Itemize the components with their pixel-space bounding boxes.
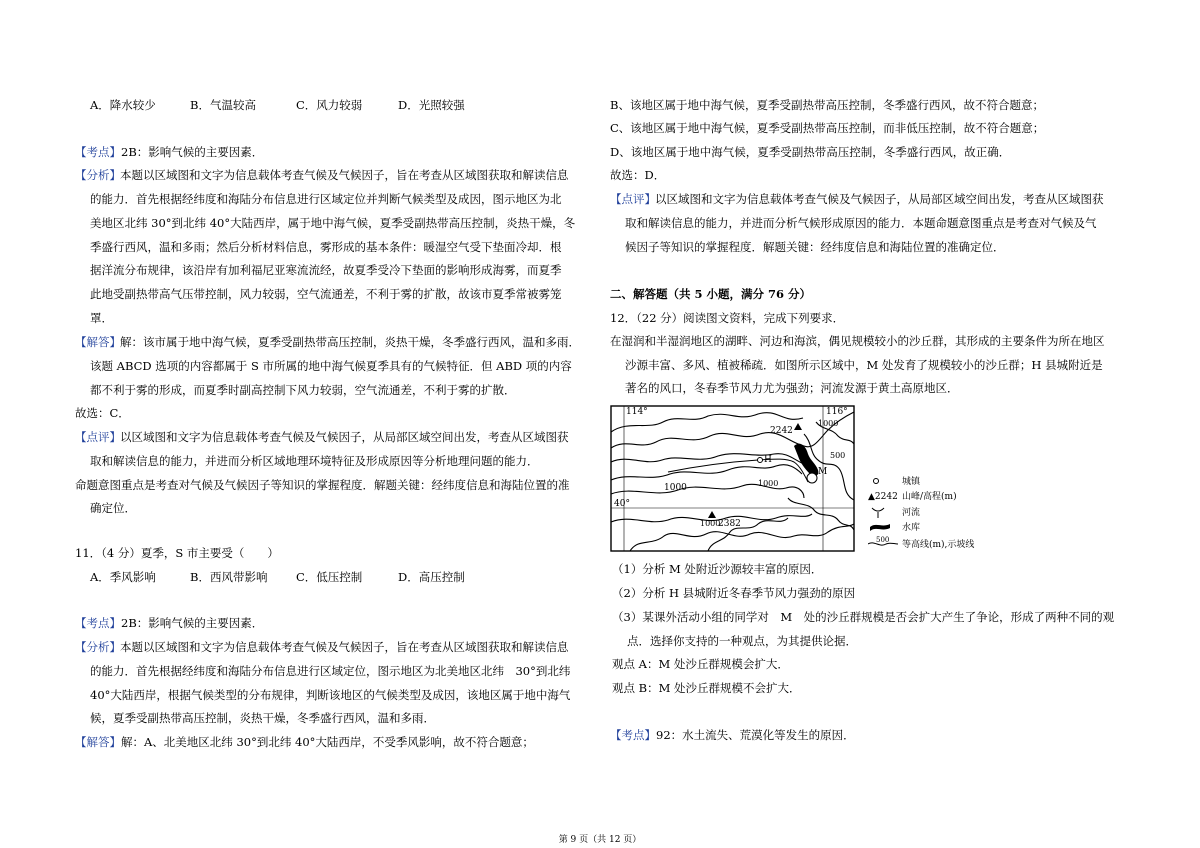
dune-m-icon — [807, 473, 817, 483]
q10-extra-line: 确定位． — [90, 501, 136, 515]
jieda-line: B、该地区属于地中海气候，夏季受副热带高压控制，冬季盛行西风，故不符合题意； — [610, 98, 1044, 112]
tag-kaodian: 【考点】 — [75, 616, 121, 630]
kaodian-text: 92：水土流失、荒漠化等发生的原因． — [656, 728, 855, 742]
q12-stem: 12．（22 分）阅读图文资料，完成下列要求． — [610, 311, 845, 325]
fenxi-line: 的能力．首先根据经纬度和海陆分布信息进行区域定位，图示地区为北美地区北纬 30°到北纬 — [90, 664, 571, 678]
fenxi-line: 候，夏季受副热带高压控制，炎热干燥，冬季盛行西风，温和多雨． — [90, 711, 435, 725]
option-d: D．光照较强 — [398, 98, 465, 112]
kaodian-text: 2B：影响气候的主要因素． — [121, 616, 264, 630]
dianping-line: 取和解读信息的能力，并进而分析气候形成原因的能力．本题命题意图重点是考查对气候及气 — [625, 216, 1097, 230]
town-legend-icon — [874, 479, 879, 484]
jieda-line: 该题 ABCD 选项的内容都属于 S 市所属的地中海气候夏季具有的气候特征．但 ABD 项的内容 — [90, 359, 572, 373]
question-line: （2）分析 H 县城附近冬春季节风力强劲的原因 — [612, 586, 856, 600]
river-legend-icon — [872, 508, 884, 518]
q11-jieda — [75, 735, 534, 750]
material-line: 在湿润和半湿润地区的湖畔、河边和海滨，偶见规模较小的沙丘群，其形成的主要条件为所在地区 — [610, 334, 1105, 348]
tag-fenxi: 【分析】 — [75, 168, 121, 182]
fenxi-line: 季盛行西风，温和多雨；然后分析材料信息，雾形成的基本条件：暖湿空气受下垫面冷却．根 — [90, 240, 562, 254]
fenxi-line: 40°大陆西岸，根据气候类型的分布规律，判断该地区的气候类型及成因，该地区属于地中海气 — [90, 688, 571, 702]
q10-kaodian — [75, 145, 263, 160]
contour-label: 500 — [830, 451, 846, 460]
q11-stem: 11．（4 分）夏季，S 市主要受（ ） — [75, 546, 279, 560]
contour-label: 1000 — [700, 519, 721, 528]
region-map — [608, 402, 908, 552]
tag-jieda: 【解答】 — [75, 735, 121, 749]
legend-river: 河流 — [902, 508, 921, 518]
option-c: C．风力较弱 — [296, 98, 363, 112]
jieda-line: 都不利于雾的形成，而夏季时副高控制下风力较弱，空气流通差，不利于雾的扩散． — [90, 383, 516, 397]
legend-reservoir: 水库 — [902, 523, 921, 533]
lon-label-right: 116° — [826, 407, 848, 417]
q10-answer: 故选：C． — [75, 406, 130, 420]
q11-kaodian — [75, 616, 263, 631]
peak-label: 2242 — [770, 426, 793, 436]
dianping-line: 取和解读信息的能力，并进而分析区域地理环境特征及形成原因等分析地理问题的能力． — [90, 454, 539, 468]
section-title: 二、解答题（共 5 小题，满分 76 分） — [610, 287, 812, 301]
tag-kaodian: 【考点】 — [610, 728, 656, 742]
option-c: C．低压控制 — [296, 570, 363, 584]
legend-contour-sample: 500 — [876, 536, 890, 544]
reservoir-legend-icon — [870, 524, 890, 531]
lon-label-left: 114° — [626, 407, 648, 417]
dune-label: M — [818, 467, 828, 477]
viewpoint-a: 观点 A：M 处沙丘群规模会扩大． — [612, 657, 789, 671]
option-a: A．降水较少 — [90, 98, 156, 112]
tag-dianping: 【点评】 — [75, 430, 121, 444]
jieda-line: C、该地区属于地中海气候，夏季受副热带高压控制，而非低压控制，故不符合题意； — [610, 121, 1045, 135]
fenxi-line: 罩． — [90, 311, 113, 325]
lat-label: 40° — [614, 499, 630, 509]
jieda-line: 解：该市属于地中海气候，夏季受副热带高压控制，炎热干燥，冬季盛行西风，温和多雨． — [120, 335, 580, 349]
legend-peak-sample: ▲2242 — [868, 492, 898, 502]
question-line: 点．选择你支持的一种观点，为其提供论据． — [627, 634, 857, 648]
kaodian-text: 2B：影响气候的主要因素． — [121, 145, 264, 159]
dianping-line: 以区域图和文字为信息载体考查气候及气候因子，从局部区域空间出发，考查从区域图获 — [120, 430, 569, 444]
contour-label: 1000 — [758, 479, 779, 488]
contour-label: 1000 — [818, 419, 839, 428]
town-h-icon — [758, 458, 763, 463]
fenxi-line: 据洋流分布规律，该沿岸有加利福尼亚寒流流经，故夏季受冷下垫面的影响形成海雾，而夏季 — [90, 263, 562, 277]
legend-contour: 等高线(m),示坡线 — [902, 540, 975, 550]
fenxi-line: 美地区北纬 30°到北纬 40°大陆西岸，属于地中海气候，夏季受副热带高压控制，炎热干燥，冬 — [90, 216, 576, 230]
page-footer: 第 9 页（共 12 页） — [558, 835, 642, 845]
material-line: 沙源丰富、多风、植被稀疏．如图所示区域中，M 处发育了规模较小的沙丘群；H 县城附近是 — [625, 358, 1103, 372]
town-label: H — [764, 455, 772, 465]
jieda-text: 解：A、北美地区北纬 30°到北纬 40°大陆西岸，不受季风影响，故不符合题意； — [121, 735, 534, 749]
tag-fenxi: 【分析】 — [75, 640, 121, 654]
q12-kaodian — [610, 728, 855, 743]
tag-kaodian: 【考点】 — [75, 145, 121, 159]
legend-town: 城镇 — [902, 477, 921, 487]
question-line: （3）某课外活动小组的同学对 M 处的沙丘群规模是否会扩大产生了争论，形成了两种不同的观 — [612, 610, 1115, 624]
material-line: 著名的风口，冬春季节风力尤为强劲；河流发源于黄土高原地区． — [625, 381, 959, 395]
fenxi-line: 本题以区域图和文字为信息载体考查气候及气候因子，旨在考查从区域图获取和解读信息 — [120, 640, 569, 654]
option-d: D．高压控制 — [398, 570, 465, 584]
contour-label: 1000 — [664, 483, 687, 493]
viewpoint-b: 观点 B：M 处沙丘群规模不会扩大． — [612, 681, 801, 695]
legend-peak: 山峰/高程(m) — [902, 492, 957, 502]
jieda-line: D、该地区属于地中海气候，夏季受副热带高压控制，冬季盛行西风，故正确． — [610, 145, 1011, 159]
dianping-line: 以区域图和文字为信息载体考查气候及气候因子，从局部区域空间出发，考查从区域图获 — [655, 192, 1104, 206]
q10-extra-line: 命题意图重点是考查对气候及气候因子等知识的掌握程度．解题关键：经纬度信息和海陆位置的准 — [75, 478, 570, 492]
peak-label: 2382 — [718, 519, 741, 529]
fenxi-line: 此地受副热带高气压带控制，风力较弱，空气流通差，不利于雾的扩散，故该市夏季常被雾笼 — [90, 287, 562, 301]
question-line: （1）分析 M 处附近沙源较丰富的原因． — [612, 562, 823, 576]
q11-answer: 故选：D． — [610, 168, 666, 182]
map-legend — [868, 474, 1018, 554]
option-b: B．西风带影响 — [190, 570, 268, 584]
dianping-line: 候因子等知识的掌握程度．解题关键：经纬度信息和海陆位置的准确定位． — [625, 240, 1005, 254]
tag-jieda: 【解答】 — [75, 335, 121, 349]
fenxi-line: 本题以区域图和文字为信息载体考查气候及气候因子，旨在考查从区域图获取和解读信息 — [120, 168, 569, 182]
tag-dianping: 【点评】 — [610, 192, 656, 206]
option-a: A．季风影响 — [90, 570, 156, 584]
fenxi-line: 的能力．首先根据经纬度和海陆分布信息进行区域定位并判断气候类型及成因，图示地区为北 — [90, 192, 562, 206]
option-b: B．气温较高 — [190, 98, 256, 112]
